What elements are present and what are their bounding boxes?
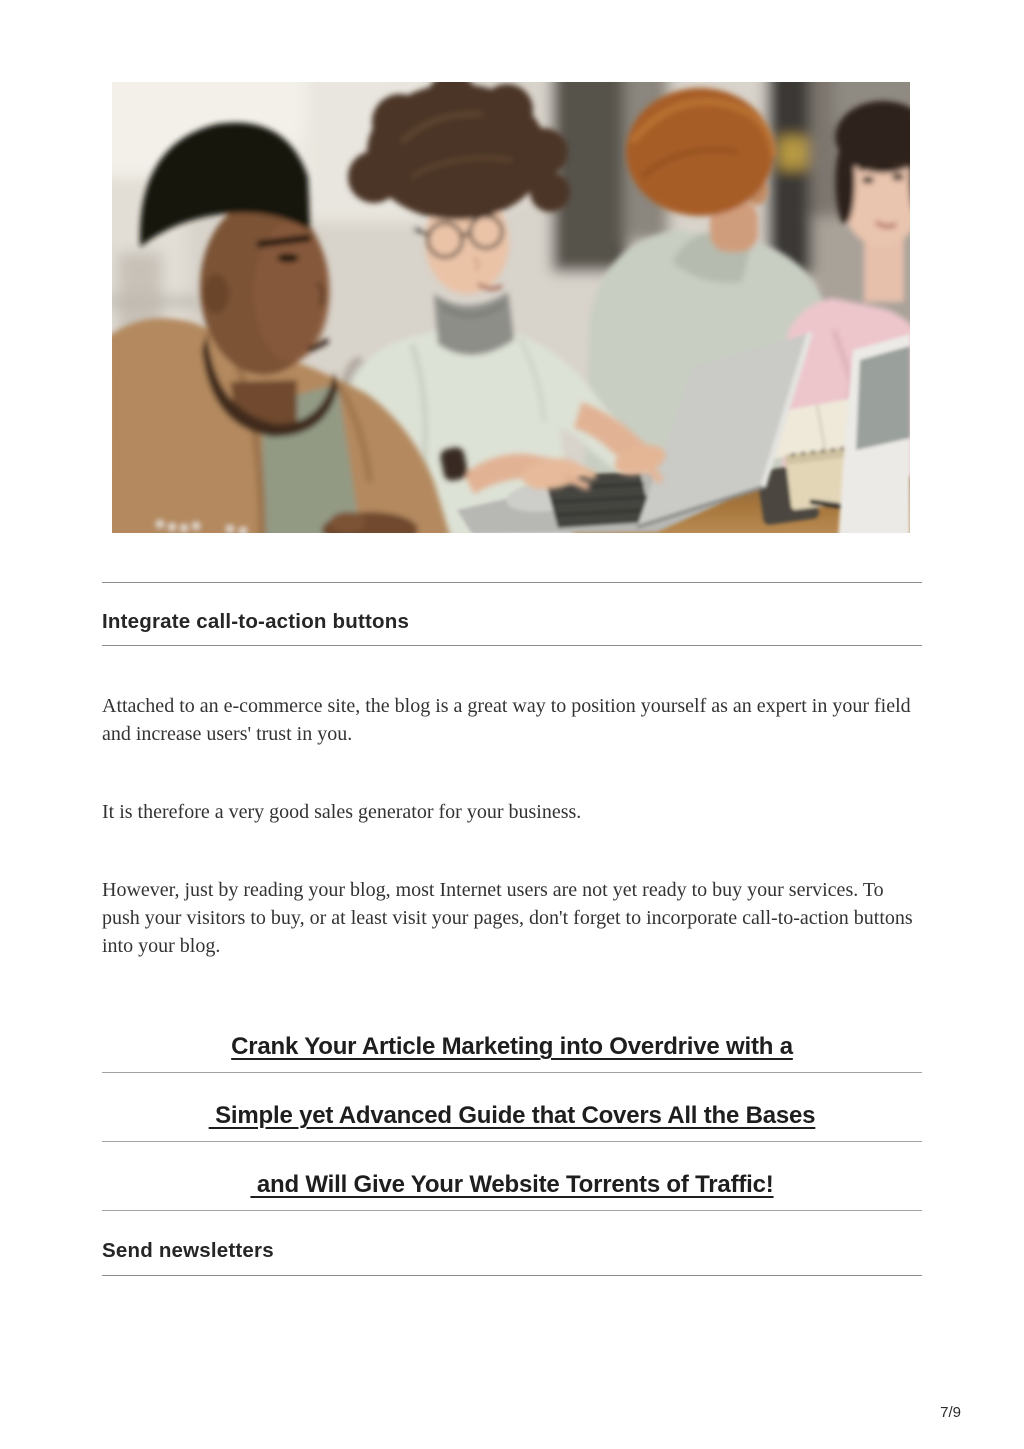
section-heading-newsletters: Send newsletters bbox=[102, 1238, 922, 1276]
cta-body bbox=[102, 692, 922, 960]
paragraph: However, just by reading your blog, most Internet users are not yet ready to buy your services. To push your visitors to buy, or at least visit your pages, don't forget to incorporate call-to-action buttons into your blog. bbox=[102, 879, 913, 957]
promo-heading-line-3 bbox=[102, 1169, 922, 1211]
promo-heading-line-1 bbox=[102, 1031, 922, 1073]
promo-link-line-1[interactable]: Crank Your Article Marketing into Overdrive with a bbox=[231, 1033, 793, 1060]
promo-link-line-2[interactable]: Simple yet Advanced Guide that Covers All the Bases bbox=[208, 1102, 816, 1129]
promo-link-line-3[interactable]: and Will Give Your Website Torrents of Traffic! bbox=[250, 1171, 774, 1198]
paragraph: Attached to an e-commerce site, the blog is a great way to position yourself as an expert in your field and increase users' trust in you. bbox=[102, 695, 911, 745]
photo-illustration bbox=[112, 82, 910, 533]
page-content bbox=[102, 82, 922, 1276]
divider-top bbox=[102, 582, 922, 583]
promo-heading-line-2 bbox=[102, 1100, 922, 1142]
section-heading-cta: Integrate call-to-action buttons bbox=[102, 609, 922, 646]
promo-banner bbox=[102, 1031, 922, 1211]
paragraph: It is therefore a very good sales generator for your business. bbox=[102, 801, 582, 823]
team-collaboration-photo bbox=[112, 82, 910, 533]
page-number: 7/9 bbox=[940, 1404, 961, 1421]
